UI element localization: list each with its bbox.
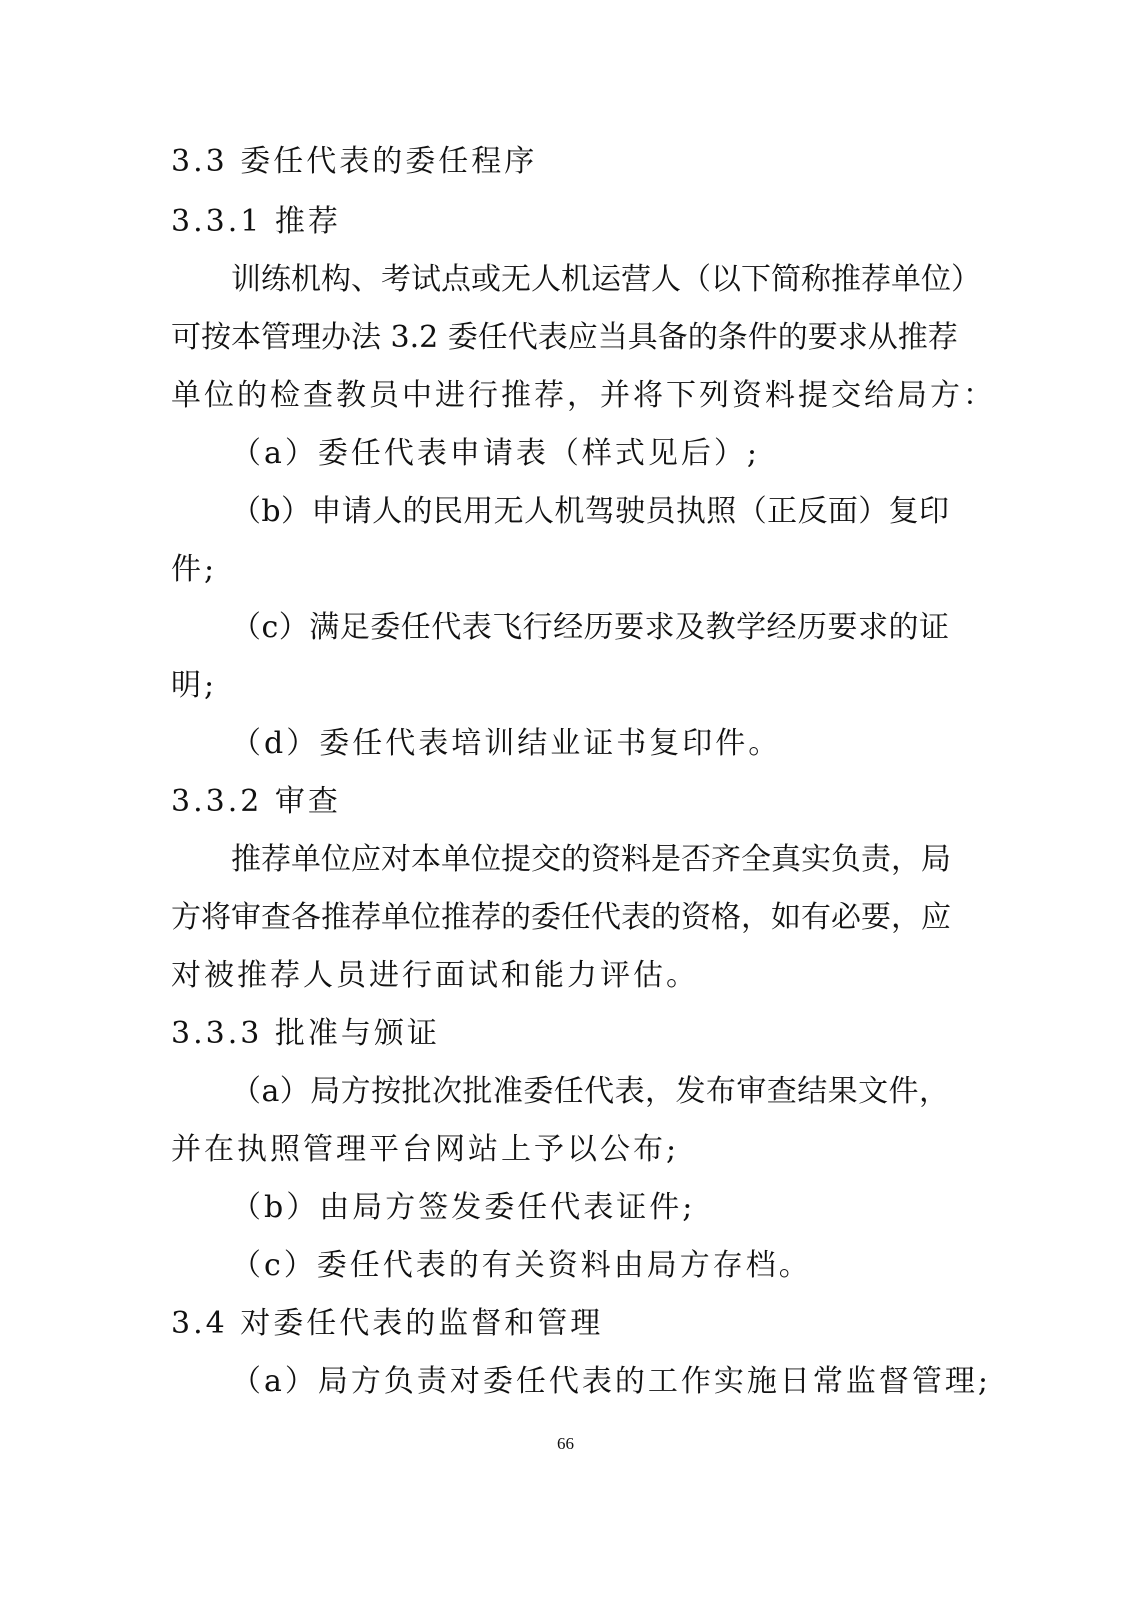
list-item: （b）申请人的民用无人机驾驶员执照（正反面）复印 bbox=[231, 494, 949, 529]
section-heading-3-4: 3.4 对委任代表的监督和管理 bbox=[171, 1306, 604, 1341]
list-item-continuation: 明; bbox=[171, 668, 218, 703]
list-item: （d）委任代表培训结业证书复印件。 bbox=[231, 726, 782, 761]
paragraph-line: 推荐单位应对本单位提交的资料是否齐全真实负责，局 bbox=[231, 842, 951, 877]
section-heading-3-3-1: 3.3.1 推荐 bbox=[171, 204, 341, 239]
list-item-continuation: 件; bbox=[171, 552, 218, 587]
list-item-continuation: 并在执照管理平台网站上予以公布; bbox=[171, 1132, 680, 1167]
list-item: （a）局方负责对委任代表的工作实施日常监督管理; bbox=[231, 1364, 991, 1399]
section-heading-3-3-2: 3.3.2 审查 bbox=[171, 784, 341, 819]
page-number: 66 bbox=[557, 1434, 574, 1453]
list-item: （a）局方按批次批准委任代表，发布审查结果文件， bbox=[231, 1074, 949, 1109]
paragraph-line: 可按本管理办法 3.2 委任代表应当具备的条件的要求从推荐 bbox=[171, 320, 958, 355]
list-item: （c）委任代表的有关资料由局方存档。 bbox=[231, 1248, 812, 1283]
list-item: （b）由局方签发委任代表证件; bbox=[231, 1190, 696, 1225]
section-heading-3-3-3: 3.3.3 批准与颁证 bbox=[171, 1016, 440, 1051]
paragraph-line: 单位的检查教员中进行推荐，并将下列资料提交给局方： bbox=[171, 378, 996, 413]
list-item: （a）委任代表申请表（样式见后）; bbox=[231, 436, 760, 471]
paragraph-line: 方将审查各推荐单位推荐的委任代表的资格，如有必要，应 bbox=[171, 900, 951, 935]
paragraph-line: 训练机构、考试点或无人机运营人（以下简称推荐单位） bbox=[231, 262, 981, 297]
section-heading-3-3: 3.3 委任代表的委任程序 bbox=[171, 144, 538, 179]
list-item: （c）满足委任代表飞行经历要求及教学经历要求的证 bbox=[231, 610, 949, 645]
paragraph-line: 对被推荐人员进行面试和能力评估。 bbox=[171, 958, 699, 993]
